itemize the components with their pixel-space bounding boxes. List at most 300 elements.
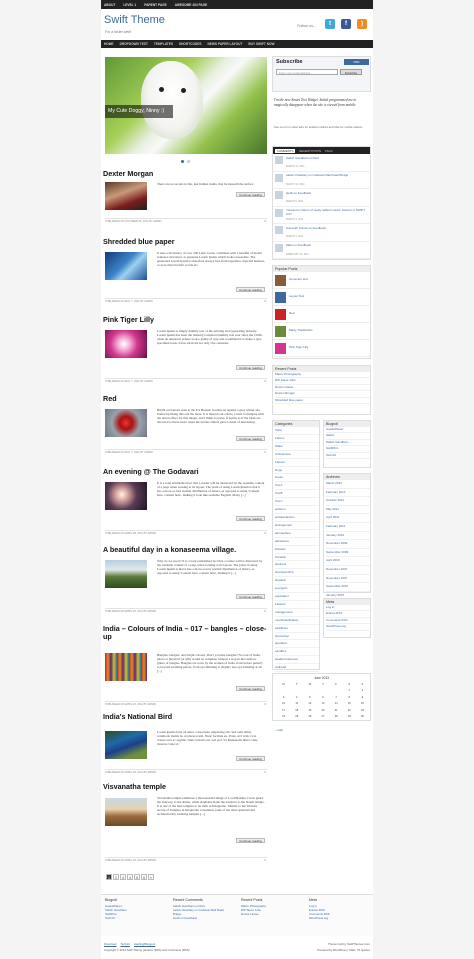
comment-date: FEBRUARY 26, 2011: [286, 252, 309, 256]
post-thumbnail[interactable]: [105, 798, 147, 826]
comment-text[interactable]: satish chowdary on Godavari Rail Road Bridge: [286, 173, 349, 177]
calendar-day: 23: [360, 708, 364, 712]
post-title[interactable]: Visvanatha temple: [103, 782, 166, 791]
recent-posts-widget: [272, 365, 371, 415]
popular-post-link[interactable]: Red: [289, 311, 295, 315]
page-link[interactable]: 3: [120, 874, 126, 880]
continue-reading-button[interactable]: Continue reading: [236, 838, 265, 843]
footer-comment-link[interactable]: satish chowdary on Godavari Rail Road Bridge: [173, 908, 224, 916]
footer-post-link[interactable]: RIP Steve Jobs: [241, 908, 261, 912]
calendar-day: 21: [334, 708, 338, 712]
blogroll-widget: [323, 420, 371, 468]
blogroll-link[interactable]: Tech4U: [326, 453, 370, 459]
category-link[interactable]: Flowers: [275, 601, 319, 609]
footer-meta-link[interactable]: WordPress.org: [309, 916, 329, 920]
comment-date: MARCH 6, 2011: [286, 200, 304, 203]
post: [103, 170, 269, 232]
calendar-day: 28: [334, 715, 338, 719]
follow-label: Follow us...: [297, 24, 317, 28]
calendar-day: 7: [335, 695, 337, 699]
archive-link[interactable]: January 2007: [326, 592, 370, 601]
popular-post-thumbnail[interactable]: [275, 326, 286, 337]
archive-link[interactable]: April 2009: [326, 557, 370, 566]
bottom-link[interactable]: Tech4U: [120, 942, 130, 946]
subscribe-button[interactable]: Subscribe: [340, 69, 362, 75]
comment-avatar[interactable]: [275, 191, 283, 199]
popular-post-link[interactable]: Comment test: [289, 277, 308, 281]
page-link[interactable]: 1: [106, 874, 112, 880]
meta-link[interactable]: Comments RSS: [326, 618, 370, 624]
category-link[interactable]: Cat C: [275, 498, 319, 506]
calendar-day-header: S: [361, 682, 364, 686]
calendar-day: [331, 721, 342, 726]
slider-dot[interactable]: [187, 160, 190, 163]
calendar-day: [344, 721, 355, 726]
footer-blogroll-title: Blogroll: [105, 898, 117, 902]
categories-list: [273, 427, 319, 672]
theme-credit[interactable]: Theme built by SwiftThemes.Com: [328, 942, 370, 946]
comment-count[interactable]: 0: [264, 299, 266, 303]
calendar-day: 16: [360, 702, 364, 706]
calendar-day: 19: [308, 708, 312, 712]
post-meta: [105, 449, 267, 454]
post-title[interactable]: Dexter Morgan: [103, 169, 154, 178]
category-link[interactable]: energetic: [275, 585, 319, 593]
archive-link[interactable]: January 2010: [326, 532, 370, 541]
site-logo[interactable]: Swift Theme: [104, 14, 165, 26]
post-thumbnail[interactable]: [105, 330, 147, 358]
pagination: [106, 874, 154, 880]
continue-reading-button[interactable]: Continue reading: [236, 516, 265, 521]
post-meta-text: PUBLISHED ON APRIL 28, 2011 BY ADMIN: [105, 532, 156, 535]
continue-reading-button[interactable]: Continue reading: [236, 594, 265, 599]
archive-link[interactable]: November 2007: [326, 575, 370, 584]
post: [103, 395, 269, 461]
comment-item: [273, 154, 370, 172]
footer-comment-link[interactable]: Satish Gandham on Red: [173, 904, 205, 908]
footer-posts: [241, 898, 299, 916]
calendar-day-header: F: [335, 682, 337, 686]
calendar-day: 3: [282, 695, 285, 699]
comment-item: [273, 224, 370, 242]
site-tagline: For a faster web!: [105, 30, 132, 34]
tab-comments[interactable]: COMMENTS: [277, 148, 294, 153]
category-link[interactable]: dispatch: [275, 577, 319, 585]
nav-templates[interactable]: TEMPLATES: [153, 42, 173, 46]
archive-link[interactable]: November 2009: [326, 540, 370, 549]
category-link[interactable]: bobcats: [275, 546, 319, 554]
recent-post-link[interactable]: Dexter Morgan: [275, 391, 370, 397]
rss-icon[interactable]: ): [357, 19, 367, 29]
continue-reading-button[interactable]: Continue reading: [236, 756, 265, 761]
archives-widget: [323, 473, 371, 597]
footer-blogroll-link[interactable]: GeeksPlanet: [105, 904, 122, 908]
nav-shortcodes[interactable]: SHORTCODES: [178, 42, 202, 46]
calendar-day-header: T: [322, 682, 324, 686]
blogroll-link[interactable]: Satish: [326, 433, 370, 439]
post-meta-text: PUBLISHED ON APRIL 26, 2011 BY ADMIN: [105, 610, 156, 613]
comment-count[interactable]: 0: [264, 450, 266, 454]
category-link[interactable]: equivalent: [275, 593, 319, 601]
comment-count[interactable]: 0: [264, 858, 266, 862]
post-meta: [105, 530, 267, 535]
comment-text[interactable]: Satish Gandham on Red: [286, 155, 319, 160]
category-link[interactable]: clarinets: [275, 561, 319, 569]
calendar-day: [304, 721, 315, 726]
calendar-day: 26: [308, 715, 312, 719]
post-thumbnail[interactable]: [105, 482, 147, 510]
comment-avatar[interactable]: [275, 244, 283, 252]
comment-text[interactable]: Sumanth Kumar on Feedback: [286, 225, 326, 230]
comment-count[interactable]: 0: [264, 702, 266, 706]
calendar-day-header: M: [282, 682, 285, 686]
recent-posts-list: [273, 372, 370, 404]
popular-posts-widget: [272, 265, 371, 359]
post-meta-text: PUBLISHED ON MAY 7, 2011 BY ADMIN: [105, 300, 153, 303]
archive-link[interactable]: May 2011: [326, 506, 370, 515]
comment-avatar[interactable]: [275, 209, 283, 217]
powered-by: Powered by WordPress | Stats: 75 queries: [317, 948, 370, 952]
popular-post-link[interactable]: Pink Tiger Lilly: [289, 345, 309, 349]
comment-count[interactable]: 0: [264, 379, 266, 383]
twitter-icon[interactable]: t: [325, 19, 335, 29]
post-excerpt: Lorem ipsum dolor sit amet, consectetur adipiscing elit. Sed velit tellus, commodo mattis in, at placerat nisl. Nunc facilisis eu. Proin orci velit, Cras ornare arcu ac sagittis. Nunc lobortis est, sed erat. Ut Malesuada libero vitae rhoncus vitae id.: [157, 730, 258, 747]
popular-posts-list: [273, 272, 370, 357]
post-title[interactable]: Pink Tiger Lilly: [103, 315, 154, 324]
post-title[interactable]: Shredded blue paper: [103, 237, 175, 246]
post: [103, 625, 269, 710]
post: [103, 783, 269, 863]
category-link[interactable]: attractions: [275, 538, 319, 546]
continue-reading-button[interactable]: Continue reading: [236, 192, 265, 197]
category-link[interactable]: books: [275, 474, 319, 482]
category-link[interactable]: sandbox: [275, 648, 319, 656]
post-thumbnail[interactable]: [105, 252, 147, 280]
calendar-day: 1: [348, 689, 350, 693]
calendar-day: 6: [322, 695, 324, 699]
comment-avatar[interactable]: [275, 156, 283, 164]
calendar-day: [291, 689, 302, 694]
recent-post-link[interactable]: Doctor House: [275, 385, 370, 391]
category-link[interactable]: actiform: [275, 506, 319, 514]
categories-widget: [272, 420, 320, 670]
slider-caption: My Cute Doggy, Ninny :): [105, 105, 173, 118]
header: [101, 9, 373, 40]
post-excerpt: It uses a dictionary of over 200 Latin words, combined with a handful of model sentence structures, to generate Lorem Ipsum which looks reasonable. The generated Lorem Ipsum is therefore always free from repetition, injected humour, or non-characteristic words etc.: [157, 251, 265, 268]
blogroll-link[interactable]: Satish Gandham: [326, 440, 370, 446]
footer-meta-link[interactable]: Log in: [309, 904, 317, 908]
post-title[interactable]: An evening @ The Godavari: [103, 467, 199, 476]
continue-reading-button[interactable]: Continue reading: [236, 686, 265, 691]
calendar-day: 27: [321, 715, 325, 719]
calendar-day: 30: [360, 715, 364, 719]
comment-date: MARCH 4, 2011: [286, 217, 304, 221]
post-meta-text: PUBLISHED ON APRIL 26, 2011 BY ADMIN: [105, 859, 156, 862]
category-link[interactable]: Cat B: [275, 490, 319, 498]
calendar-day: 5: [309, 695, 311, 699]
post-excerpt: Lorem Ipsum is simply dummy text of the printing and typesetting industry. Lorem Ipsum has been the industry's standard dummy text ever since the 1500s, when an unknown printer took a galley of type and scrambled it to make a type specimen book. It has survived not only five centuries.: [157, 329, 263, 346]
archive-link[interactable]: September 2007: [326, 583, 370, 592]
category-link[interactable]: paddlines: [275, 625, 319, 633]
post-meta-text: PUBLISHED ON MAY 7, 2011 BY ADMIN: [105, 451, 153, 454]
calendar-widget: [272, 673, 371, 732]
dog-eye-left: [159, 87, 164, 92]
popular-posts-title: Popular Posts: [273, 266, 370, 272]
footer-blogroll-link[interactable]: Tech4U: [105, 916, 115, 920]
top-link-about[interactable]: ABOUT: [104, 2, 116, 7]
subscribe-email-input[interactable]: Enter your email address: [276, 69, 338, 75]
popular-post-link[interactable]: Layout Test: [289, 294, 305, 298]
archive-link[interactable]: March 2013: [326, 480, 370, 489]
meta-link[interactable]: WordPress.org: [326, 624, 370, 630]
category-link[interactable]: mouthsterilization: [275, 617, 319, 625]
post-title[interactable]: A beautiful day in a konaseema village.: [103, 545, 237, 554]
post: [103, 238, 269, 310]
blogroll-link[interactable]: GeeksPlanet: [326, 427, 370, 433]
calendar-day: 29: [347, 715, 351, 719]
post: [103, 468, 269, 542]
footer-post-link[interactable]: Doctor House: [241, 912, 259, 916]
post-thumbnail[interactable]: [105, 409, 147, 437]
blogroll-title: Blogroll: [324, 421, 370, 427]
top-link-level1[interactable]: LEVEL 1: [123, 2, 137, 7]
continue-reading-button[interactable]: Continue reading: [236, 436, 265, 441]
comment-count[interactable]: 0: [264, 609, 266, 613]
post-meta-text: PUBLISHED ON APRIL 26, 2011 BY ADMIN: [105, 771, 156, 774]
post-excerpt: Why do we use it? It is a long established fact that a reader will be distracted by the readable content of a page when looking at its layout. The point of using Lorem Ipsum is that it has a more-or-less normal distribution of letters, as opposed to using 'Content here, content here', making it [...]: [157, 559, 263, 576]
top-link-parent[interactable]: PARENT PAGE: [144, 2, 167, 7]
post-excerpt: It is a long established fact that a reader will be distracted by the readable content of a page when looking at its layout. The point of using Lorem Ipsum is that it has a more-or-less normal distribution of letters, as opposed to using 'Content here, content here', making it look like readable English. Many [...]: [157, 481, 265, 498]
post-meta: [105, 378, 267, 383]
footer-comments: [173, 898, 231, 920]
popular-post-item: [273, 340, 370, 357]
footer-blogroll-link[interactable]: Satish Gandham: [105, 908, 127, 912]
calendar-day: 4: [295, 695, 298, 699]
category-link[interactable]: management: [275, 609, 319, 617]
archive-link[interactable]: February 2011: [326, 523, 370, 532]
calendar-day: 10: [282, 702, 286, 706]
recent-post-link[interactable]: RIP Steve Jobs: [275, 378, 370, 384]
calendar-day: [291, 721, 302, 726]
comment-date: MARCH 13, 2011: [286, 165, 305, 168]
post-meta: [105, 298, 267, 303]
post-thumbnail[interactable]: [105, 653, 147, 681]
calendar-day: [317, 689, 328, 694]
recent-posts-title: Recent Posts: [273, 366, 370, 372]
category-link[interactable]: Dogs: [275, 467, 319, 475]
calendar-day: [278, 689, 289, 694]
category-link[interactable]: Water: [275, 443, 319, 451]
popular-post-thumbnail[interactable]: [275, 309, 286, 320]
footer-blogroll-link[interactable]: SwiftPics: [105, 912, 117, 916]
popular-post-item: [273, 289, 370, 306]
archive-link[interactable]: September 2009: [326, 549, 370, 558]
slider-dot[interactable]: [181, 160, 184, 163]
categories-title: Categories: [273, 421, 319, 427]
post-meta: [105, 608, 267, 613]
calendar-day-header: T: [295, 682, 298, 686]
calendar-day: 11: [295, 702, 299, 706]
archive-link[interactable]: April 2011: [326, 514, 370, 523]
post-thumbnail[interactable]: [105, 560, 147, 588]
meta-link[interactable]: Entries RSS: [326, 611, 370, 617]
top-bar: [101, 0, 373, 9]
bottom-link[interactable]: HashingBloggers: [133, 942, 156, 946]
calendar-day: 14: [334, 702, 338, 706]
text-widget-note: Use me for to show ad's for desktop visitors and hide for mobile visitors.: [274, 125, 363, 129]
comment-avatar[interactable]: [275, 174, 283, 182]
comment-item: [273, 242, 370, 260]
calendar-day: [357, 721, 368, 726]
category-link[interactable]: photoshop: [275, 633, 319, 641]
page-link[interactable]: 5: [134, 874, 140, 880]
calendar-prev-link[interactable]: « Mar: [276, 727, 284, 732]
category-link[interactable]: Flames: [275, 459, 319, 467]
archive-link[interactable]: October 2011: [326, 497, 370, 506]
calendar-day: [331, 689, 342, 694]
comment-count[interactable]: 0: [264, 770, 266, 774]
footer-comments-title: Recent Comments: [173, 898, 203, 902]
category-link[interactable]: wellread: [275, 664, 319, 672]
calendar-day: 9: [361, 695, 364, 699]
category-link[interactable]: India: [275, 427, 319, 435]
calendar-day: [278, 721, 289, 726]
slider-dots: [181, 160, 190, 163]
archive-link[interactable]: December 2007: [326, 566, 370, 575]
page-link[interactable]: 4: [127, 874, 133, 880]
post-title[interactable]: India – Colours of India – 017 – bangles – close-up: [103, 624, 267, 641]
page-link[interactable]: 6: [141, 874, 147, 880]
comment-date: MARCH 1, 2011: [286, 235, 304, 238]
comment-text[interactable]: Mark on Feedback: [286, 243, 311, 247]
footer-meta-title: Meta: [309, 898, 317, 902]
comment-avatar[interactable]: [275, 226, 283, 234]
copyright-text: Copyright © 2013 Swift Theme | Entries (RSS) and Comments (RSS): [104, 948, 190, 952]
footer-blogroll-list: [105, 904, 163, 920]
category-link[interactable]: antiquarianism: [275, 514, 319, 522]
footer-meta-list: [309, 904, 367, 920]
calendar-day-header: S: [348, 682, 351, 686]
nav-dropdown-test[interactable]: DROPDOWN TEST: [119, 42, 148, 46]
feed-badge: RSS: [344, 59, 369, 65]
post-title[interactable]: Red: [103, 394, 117, 403]
category-link[interactable]: championship: [275, 569, 319, 577]
category-link[interactable]: atmosphere: [275, 530, 319, 538]
category-link[interactable]: Architecture: [275, 451, 319, 459]
recent-comments-list: [273, 154, 370, 259]
tab-tags[interactable]: TAGS: [325, 148, 333, 153]
comment-item: [273, 189, 370, 207]
post-excerpt: There are no secrets in life, just hidden truths, that lie beneath the surface: [157, 182, 254, 186]
footer-meta: [309, 898, 367, 920]
calendar-day: 8: [348, 695, 350, 699]
popular-post-item: [273, 323, 370, 340]
category-link[interactable]: Cat A: [275, 482, 319, 490]
popular-post-link[interactable]: Marty Trackbacks: [289, 328, 313, 332]
recent-post-link[interactable]: Macro Photography: [275, 372, 370, 378]
tabbed-widget: [272, 146, 371, 260]
popular-post-item: [273, 272, 370, 289]
calendar-table: [276, 680, 370, 728]
popular-post-item: [273, 306, 370, 323]
calendar-day-header: W: [308, 682, 312, 686]
subscribe-title: Subscribe: [276, 59, 303, 65]
post-excerpt: Bright red berries seen at the US Botanic Garden set against a grey winter sky. Ended up liking this one the most. It is blurred out a little, I tried to mitigate with the Orton effect for this image, and I think it works. It seems as if the birds are attracted to these more when the berries almost glow is kind of interesting.: [157, 408, 264, 425]
meta-link[interactable]: Log in: [326, 605, 370, 611]
nav-buy-swift[interactable]: BUY SWIFT NOW: [248, 42, 275, 46]
calendar-day: 17: [282, 708, 286, 712]
post-meta-text: PUBLISHED ON MAY 7, 2011 BY ADMIN: [105, 380, 153, 383]
page-link[interactable]: 2: [113, 874, 119, 880]
archives-list: [324, 480, 370, 600]
footer-post-link[interactable]: Macro Photography: [241, 904, 267, 908]
continue-reading-button[interactable]: Continue reading: [236, 287, 265, 292]
post: [103, 713, 269, 779]
continue-reading-button[interactable]: Continue reading: [236, 365, 265, 370]
post-excerpt: Visvanatha temple enshrines a three-headed image of Lord Brahma. Lions guard the stairway to the shrine, while elephants flank the entrance to the Nandi temple. It is one of the later temples to be built in Khajuraho. Similar to the Western Group of Temples in Khajuraho constitutes some of the most splendid and architecturally stunning temples [...]: [157, 796, 265, 817]
calendar-day: 22: [347, 708, 351, 712]
category-link[interactable]: quotation: [275, 640, 319, 648]
comment-count[interactable]: 0: [264, 219, 266, 223]
meta-widget: [323, 598, 371, 638]
post-meta: [105, 769, 267, 774]
tab-recent-posts[interactable]: RECENT POSTS: [299, 148, 322, 153]
main-nav: [101, 40, 373, 48]
bottom-link[interactable]: Download: [104, 942, 117, 946]
calendar-day: 24: [282, 715, 286, 719]
facebook-icon[interactable]: f: [341, 19, 351, 29]
footer-meta-link[interactable]: Comments RSS: [309, 912, 330, 916]
post-title[interactable]: India's National Bird: [103, 712, 173, 721]
calendar-day: 20: [321, 708, 325, 712]
bottom-links: [104, 942, 155, 946]
comment-count[interactable]: 0: [264, 531, 266, 535]
category-link[interactable]: weatherwiseness: [275, 656, 319, 664]
footer-comment-link[interactable]: Heidi on Feedback: [173, 916, 198, 920]
calendar-day: 15: [347, 702, 351, 706]
category-link[interactable]: Ferries: [275, 435, 319, 443]
calendar-day: [304, 689, 315, 694]
popular-post-thumbnail[interactable]: [275, 343, 286, 354]
bottom-bar: [101, 939, 373, 959]
nav-newspaper-layout[interactable]: NEWS PAPER LAYOUT: [207, 42, 243, 46]
featured-slider[interactable]: [105, 57, 267, 154]
archives-title: Archives: [324, 474, 370, 480]
blogroll-link[interactable]: SwiftPics: [326, 446, 370, 452]
blogroll-list: [324, 427, 370, 459]
top-link-404[interactable]: AWESOME 404 PAGE: [174, 2, 208, 7]
category-link[interactable]: arrangement: [275, 522, 319, 530]
comment-text[interactable]: Heidi on Feedback: [286, 190, 312, 195]
footer-meta-link[interactable]: Entries RSS: [309, 908, 325, 912]
post-meta: [105, 857, 267, 862]
category-link[interactable]: Canada: [275, 554, 319, 562]
calendar-day: 25: [295, 715, 299, 719]
archive-link[interactable]: February 2012: [326, 489, 370, 498]
calendar-day: 18: [295, 708, 299, 712]
calendar-day: 12: [308, 702, 312, 706]
footer-blogroll: [105, 898, 163, 920]
post: [103, 546, 269, 618]
recent-post-link[interactable]: Shredded blue paper: [275, 398, 370, 404]
nav-home[interactable]: HOME: [104, 42, 114, 46]
post-thumbnail[interactable]: [105, 731, 147, 759]
next-page-link[interactable]: »: [148, 874, 154, 880]
popular-post-thumbnail[interactable]: [275, 275, 286, 286]
post-thumbnail[interactable]: [105, 182, 147, 210]
popular-post-thumbnail[interactable]: [275, 292, 286, 303]
comment-text[interactable]: Youssef on Demo of newly added custom buttons in SWIFT 6.0?: [286, 208, 366, 216]
